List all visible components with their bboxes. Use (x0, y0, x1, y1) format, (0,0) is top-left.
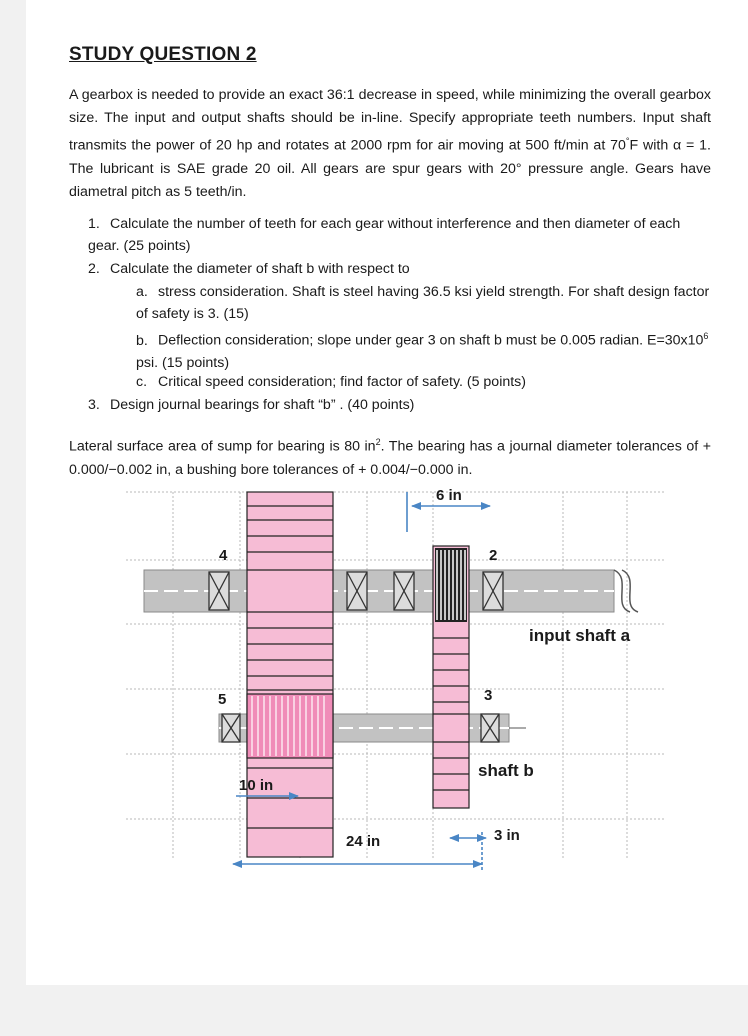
sub-text-part1: Deflection consideration; slope under gear 3 on shaft b must be 0.005 radian. E=30x10 (158, 332, 704, 349)
gearbox-diagram (26, 478, 748, 878)
sub-label: c. (136, 374, 148, 390)
question-3 (88, 394, 414, 416)
problem-statement (69, 84, 711, 204)
page-title: STUDY QUESTION 2 (69, 44, 257, 65)
dim-3in-label: 3 in (494, 827, 520, 844)
exponent: 6 (703, 331, 709, 341)
bearing-statement (69, 431, 711, 482)
question-2c (136, 371, 526, 393)
sub-text: Critical speed consideration; find factor of safety. (5 points) (158, 374, 527, 390)
degree-mark: ° (625, 136, 630, 146)
question-number: 3. (88, 397, 100, 413)
input-shaft-label: input shaft a (529, 626, 631, 645)
question-1 (88, 213, 713, 257)
sub-text: stress consideration. Shaft is steel having 36.5 ksi yield strength. For shaft design factor of safety is 3. (15) (136, 284, 710, 322)
shaft-b-label: shaft b (478, 761, 534, 780)
problem-text-part2: F with α = 1. The lubricant is SAE grade 20 oil. All gears are spur gears with 20° pressure angle. Gears have diametral pitch as 5 teeth/in. (69, 137, 711, 200)
dim-10in-label: 10 in (239, 777, 274, 794)
question-2b (136, 325, 713, 374)
question-2a (136, 281, 713, 325)
exponent: 2 (375, 437, 381, 447)
dim-24in-label: 24 in (346, 833, 381, 850)
question-text: Calculate the number of teeth for each gear without interference and then diameter of each gear. (25 points) (88, 216, 681, 254)
question-number: 1. (88, 216, 100, 232)
gear-5-label: 5 (218, 691, 227, 708)
dim-6in-label: 6 in (436, 487, 462, 504)
question-2 (88, 258, 410, 280)
problem-text-part1: A gearbox is needed to provide an exact 36:1 decrease in speed, while minimizing the overall gearbox size. The input and output shafts should be in-line. Specify appropriate teeth numbers. Input shaft transmits the power of 20 hp and rotates at 2000 rpm for air moving at 500 ft/min at 70 (69, 87, 711, 154)
sub-label: b. (136, 332, 148, 349)
gear-2-label: 2 (489, 547, 498, 564)
question-text: Design journal bearings for shaft “b” . (40 points) (110, 397, 415, 413)
gear-4-5-stack (247, 492, 333, 857)
construction-lines (126, 492, 666, 858)
bearing-text-part2: . The bearing has a journal diameter tolerances of + 0.000/−0.002 in, a bushing bore tolerances of + 0.004/−0.000 in. (69, 438, 711, 478)
gear-2-3-stack (433, 546, 469, 808)
bearing-text-part1: Lateral surface area of sump for bearing is 80 in (69, 438, 376, 455)
sub-text-part2: psi. (15 points) (136, 354, 230, 371)
document-page (26, 0, 748, 985)
sub-label: a. (136, 284, 148, 300)
gear-4-label: 4 (219, 547, 228, 564)
gear-3-label: 3 (484, 687, 493, 704)
question-text: Calculate the diameter of shaft b with respect to (110, 261, 410, 277)
question-number: 2. (88, 261, 100, 277)
